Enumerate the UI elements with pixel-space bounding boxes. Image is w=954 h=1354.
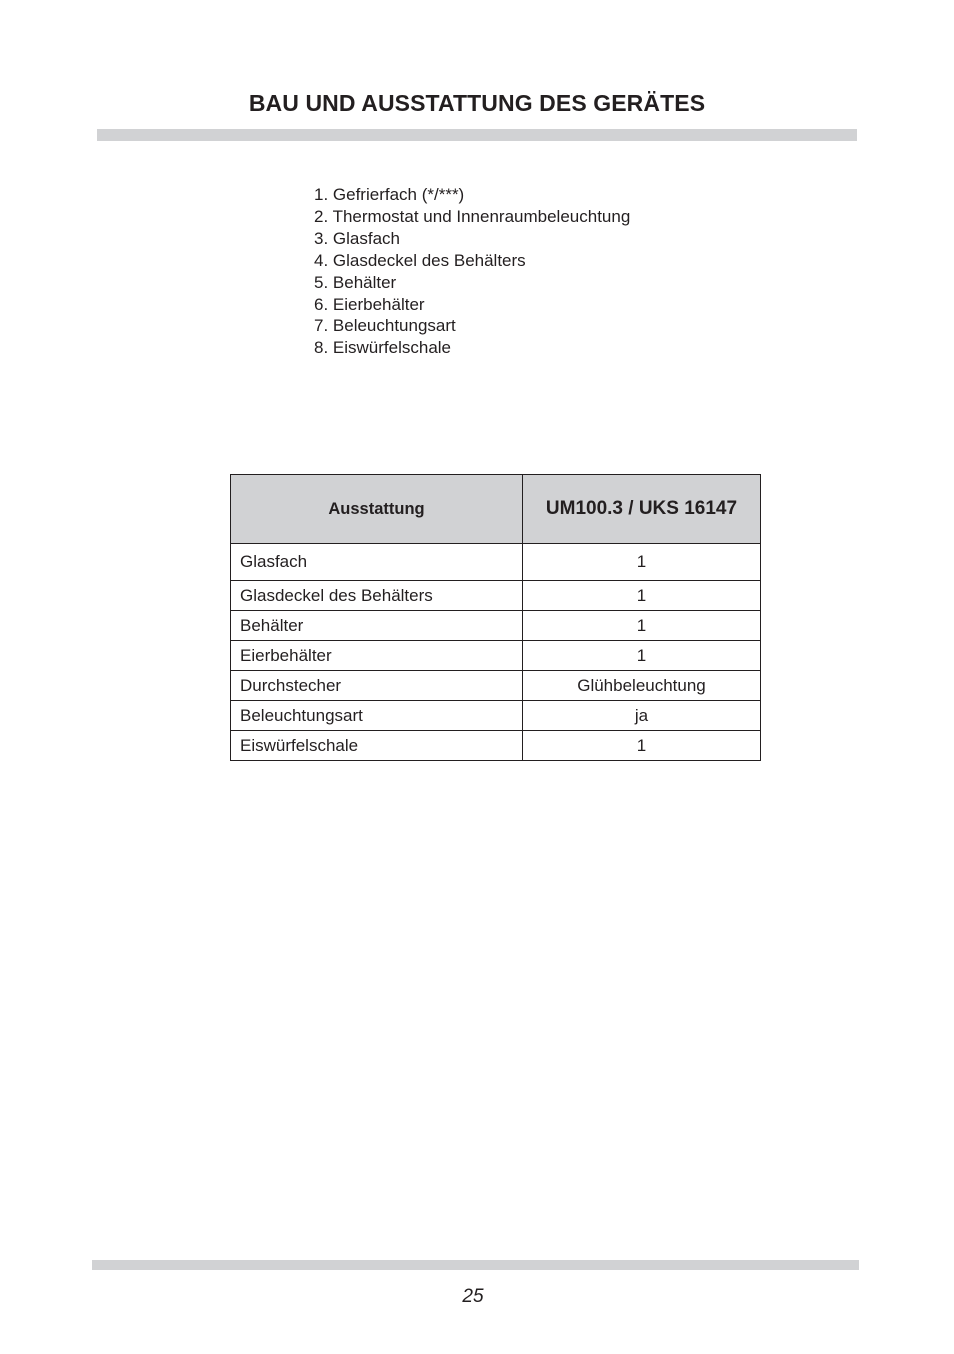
feature-cell: Behälter <box>231 611 523 641</box>
table-row <box>231 581 761 611</box>
page-number: 25 <box>462 1286 484 1307</box>
feature-cell: Glasdeckel des Behälters <box>231 581 523 611</box>
column-header-feature: Ausstattung <box>231 475 523 544</box>
table-header-row <box>231 475 761 544</box>
value-cell: 1 <box>523 731 761 761</box>
parts-list <box>314 184 630 359</box>
feature-cell: Durchstecher <box>231 671 523 701</box>
feature-cell: Glasfach <box>231 544 523 581</box>
value-cell: Glühbeleuchtung <box>523 671 761 701</box>
table-row <box>231 611 761 641</box>
feature-cell: Beleuchtungsart <box>231 701 523 731</box>
feature-cell: Eierbehälter <box>231 641 523 671</box>
list-item: 6. Eierbehälter <box>314 294 425 314</box>
footer-divider <box>92 1260 859 1270</box>
table-row <box>231 731 761 761</box>
value-cell: 1 <box>523 611 761 641</box>
value-cell: 1 <box>523 544 761 581</box>
table-row <box>231 544 761 581</box>
value-cell: 1 <box>523 641 761 671</box>
feature-cell: Eiswürfelschale <box>231 731 523 761</box>
list-item: 5. Behälter <box>314 272 397 292</box>
page-title: BAU UND AUSSTATTUNG DES GERÄTES <box>248 90 706 116</box>
list-item: 8. Eiswürfelschale <box>314 338 452 358</box>
list-item: 7. Beleuchtungsart <box>314 316 456 336</box>
equipment-table <box>230 474 761 761</box>
header-divider <box>97 129 857 141</box>
list-item: 4. Glasdeckel des Behälters <box>314 250 526 270</box>
list-item: 1. Gefrierfach (*/***) <box>314 185 465 204</box>
table-row <box>231 701 761 731</box>
column-header-model: UM100.3 / UKS 16147 <box>523 475 761 544</box>
table-row <box>231 641 761 671</box>
list-item: 3. Glasfach <box>314 228 400 248</box>
list-item: 2. Thermostat und Innenraumbeleuchtung <box>314 206 631 226</box>
table-row <box>231 671 761 701</box>
value-cell: ja <box>523 701 761 731</box>
value-cell: 1 <box>523 581 761 611</box>
